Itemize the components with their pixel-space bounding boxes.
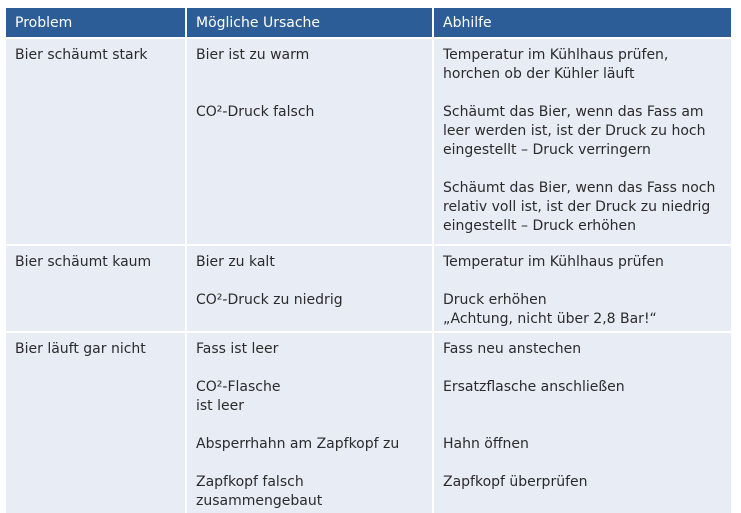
cause-text: Bier ist zu warm [196,47,310,63]
table-header [6,8,731,38]
remedy-text: Druck erhöhen „Achtung, nicht über 2,8 Bar!“ [443,292,657,327]
cause-text: Fass ist leer [196,341,279,357]
cause-cell [186,332,433,513]
cause-text: CO²-Flasche ist leer [196,379,281,414]
remedy-text: Schäumt das Bier, wenn das Fass noch relativ voll ist, ist der Druck zu niedrig eingestellt – Druck erhöhen [443,180,716,234]
remedy-cell [433,38,731,245]
table-row [6,245,731,332]
troubleshooting-table-container [6,8,731,509]
header-cause: Mögliche Ursache [186,8,433,38]
problem-text: Bier schäumt kaum [15,254,152,270]
cause-text: Zapfkopf falsch zusammengebaut [196,474,323,509]
remedy-text: Ersatzflasche anschließen [443,379,625,395]
header-problem: Problem [6,8,186,38]
cause-text: Bier zu kalt [196,254,275,270]
problem-cell [6,38,186,245]
remedy-text: Temperatur im Kühlhaus prüfen, horchen ob der Kühler läuft [443,47,669,82]
remedy-cell [433,245,731,332]
cause-cell [186,245,433,332]
remedy-cell [433,332,731,513]
remedy-text: Schäumt das Bier, wenn das Fass am leer werden ist, ist der Druck zu hoch eingestellt – Druck verringern [443,104,706,158]
problem-cell [6,332,186,513]
problem-text: Bier läuft gar nicht [15,341,146,357]
problem-cell [6,245,186,332]
table-row [6,332,731,513]
cause-cell [186,38,433,245]
cause-text: Absperrhahn am Zapfkopf zu [196,436,400,452]
remedy-text: Fass neu anstechen [443,341,582,357]
problem-text: Bier schäumt stark [15,47,148,63]
remedy-text: Zapfkopf überprüfen [443,474,588,490]
header-remedy: Abhilfe [433,8,731,38]
table-body [6,38,731,513]
cause-text: CO²-Druck zu niedrig [196,292,343,308]
cause-text: CO²-Druck falsch [196,104,315,120]
header-row [6,8,731,38]
table-row [6,38,731,245]
remedy-text: Hahn öffnen [443,436,529,452]
troubleshooting-table [6,8,731,513]
remedy-text: Temperatur im Kühlhaus prüfen [443,254,664,270]
